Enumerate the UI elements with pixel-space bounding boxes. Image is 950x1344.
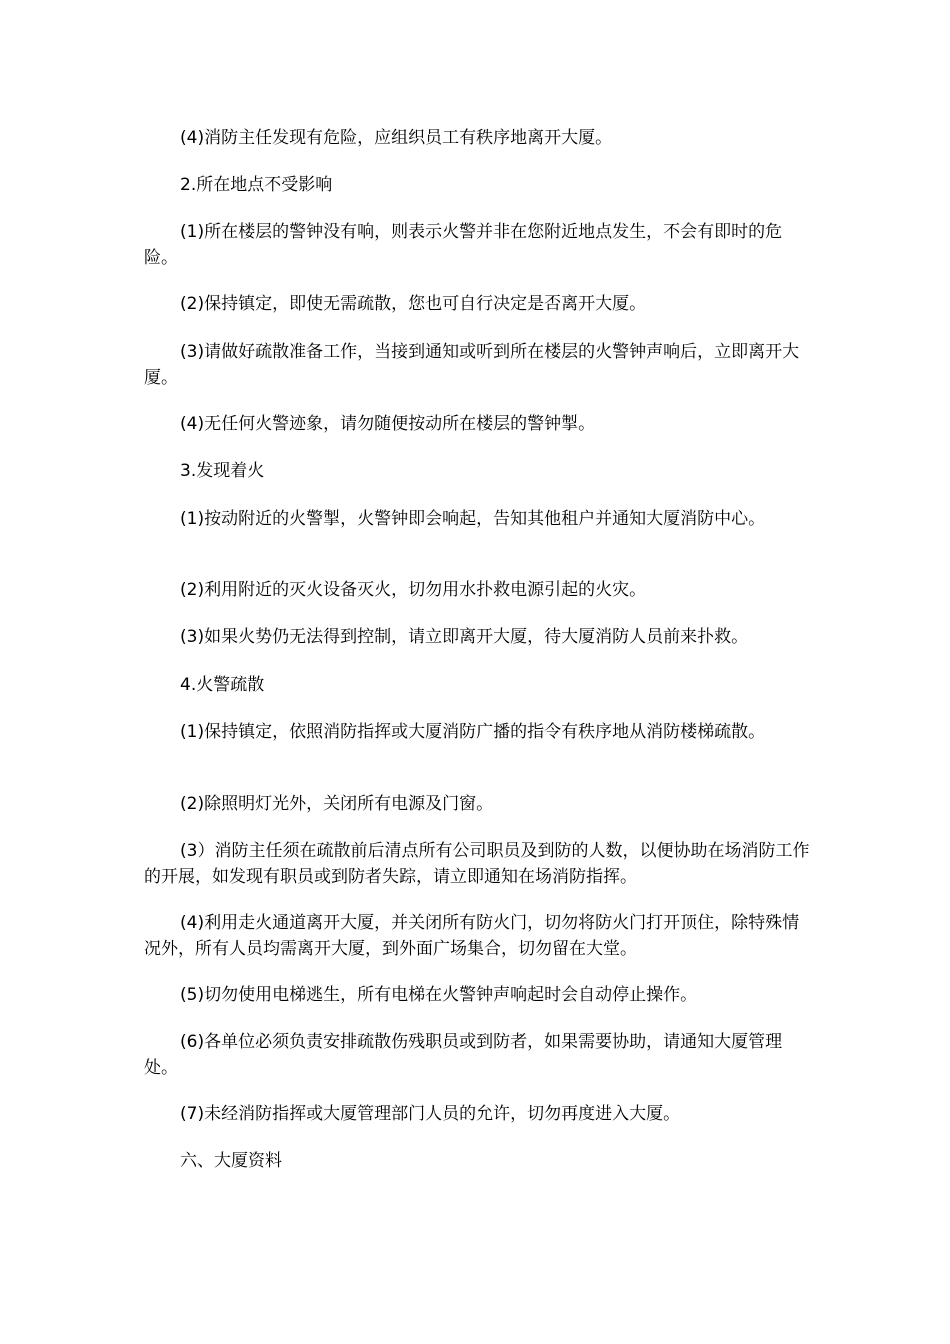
paragraph-no-elevator: (5)切勿使用电梯逃生，所有电梯在火警钟声响起时会自动停止操作。 xyxy=(180,985,698,1005)
heading-fire-evacuation: 4.火警疏散 xyxy=(180,675,265,695)
heading-location-unaffected: 2.所在地点不受影响 xyxy=(180,175,333,195)
paragraph-no-reentry: (7)未经消防指挥或大厦管理部门人员的允许，切勿再度进入大厦。 xyxy=(180,1104,681,1124)
paragraph-follow-instructions: (1)保持镇定，依照消防指挥或大厦消防广播的指令有秩序地从消防楼梯疏散。 xyxy=(180,722,766,742)
paragraph-extinguish: (2)利用附近的灭火设备灭火，切勿用水扑救电源引起的火灾。 xyxy=(180,580,647,600)
paragraph-stay-calm: (2)保持镇定，即使无需疏散，您也可自行决定是否离开大厦。 xyxy=(180,294,647,314)
heading-building-info: 六、大厦资料 xyxy=(180,1151,282,1171)
paragraph-close-power: (2)除照明灯光外，关闭所有电源及门窗。 xyxy=(180,794,494,814)
paragraph-press-alarm: (1)按动附近的火警掣，火警钟即会响起，告知其他租户并通知大厦消防中心。 xyxy=(180,509,766,529)
heading-fire-discovered: 3.发现着火 xyxy=(180,461,265,481)
paragraph-leave-if-uncontrolled: (3)如果火势仍无法得到控制，请立即离开大厦，待大厦消防人员前来扑救。 xyxy=(180,627,749,647)
paragraph-headcount: (3）消防主任须在疏散前后清点所有公司职员及到防的人数，以便协助在场消防工作的开展，如发现有职员或到防者失踪，请立即通知在场消防指挥。 xyxy=(144,841,810,887)
paragraph-prepare-evacuation: (3)请做好疏散准备工作，当接到通知或听到所在楼层的火警钟声响后，立即离开大厦。 xyxy=(144,342,800,388)
paragraph-fire-exit: (4)利用走火通道离开大厦，并关闭所有防火门，切勿将防火门打开顶住，除特殊情况外，所有人员均需离开大厦，到外面广场集合，切勿留在大堂。 xyxy=(144,913,800,959)
paragraph-assist-disabled: (6)各单位必须负责安排疏散伤残职员或到防者，如果需要协助，请通知大厦管理处。 xyxy=(144,1032,783,1078)
paragraph-no-false-alarm: (4)无任何火警迹象，请勿随便按动所在楼层的警钟掣。 xyxy=(180,414,596,434)
paragraph-alarm-not-ringing: (1)所在楼层的警钟没有响，则表示火警并非在您附近地点发生，不会有即时的危险。 xyxy=(144,222,783,268)
paragraph-fire-manager-evacuate: (4)消防主任发现有危险，应组织员工有秩序地离开大厦。 xyxy=(180,128,613,148)
